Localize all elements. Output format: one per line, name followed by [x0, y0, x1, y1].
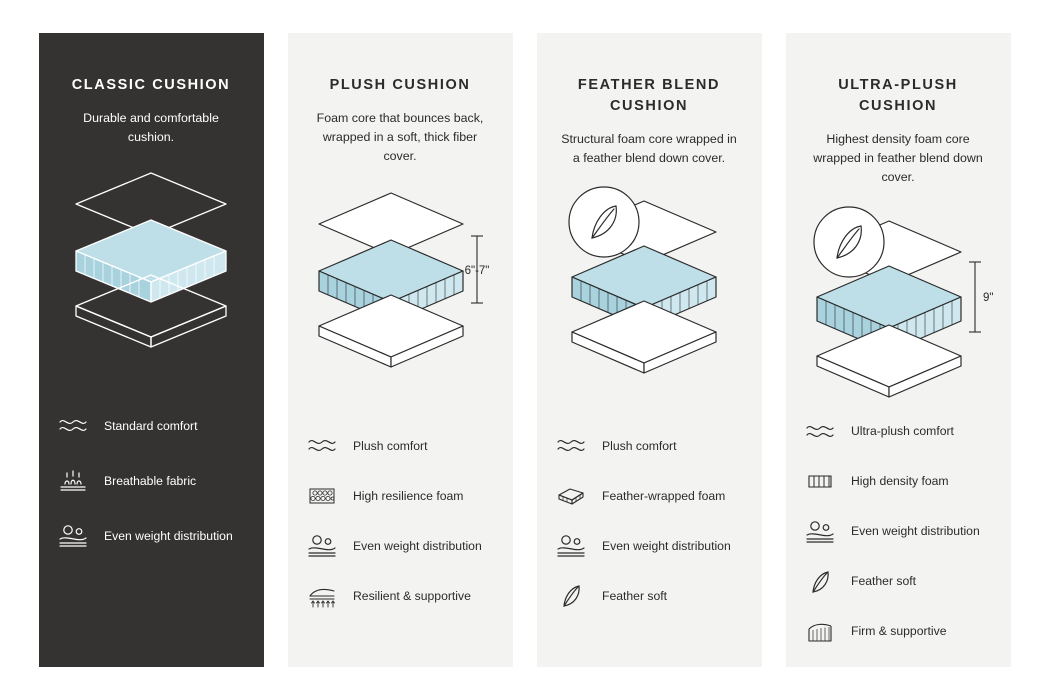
card-title: FEATHER BLEND CUSHION	[577, 77, 721, 115]
feature-item	[56, 521, 246, 551]
weight-distribution-icon	[803, 517, 837, 547]
feature-item	[305, 481, 495, 511]
cushion-card-ultra-plush[interactable]	[786, 33, 1011, 667]
feature-label: High resilience foam	[353, 488, 464, 503]
feature-label: Plush comfort	[602, 438, 677, 453]
leaf-icon	[554, 581, 588, 611]
feature-label: Even weight distribution	[851, 524, 980, 539]
cushion-layers-illustration-plush	[305, 181, 495, 396]
feature-item	[56, 411, 246, 441]
feature-label: Resilient & supportive	[353, 588, 471, 603]
feature-label: Even weight distribution	[602, 538, 731, 553]
weight-distribution-icon	[56, 521, 90, 551]
feature-label: Feather soft	[602, 588, 668, 603]
feature-item	[803, 567, 993, 597]
weight-distribution-icon	[305, 531, 339, 561]
density-foam-icon	[803, 467, 837, 497]
feature-item	[803, 467, 993, 497]
feature-list	[56, 411, 246, 551]
feature-label: Standard comfort	[104, 418, 198, 433]
firm-support-icon	[803, 617, 837, 647]
card-description: Structural foam core wrapped in a feather blend down cover.	[561, 132, 737, 166]
card-title: CLASSIC CUSHION	[71, 77, 231, 93]
breathable-fabric-icon	[56, 466, 90, 496]
dimension-label: 6"-7"	[464, 264, 490, 277]
cushion-layers-illustration-ultra-plush	[803, 202, 993, 417]
feature-item	[554, 431, 744, 461]
foam-block-icon	[554, 481, 588, 511]
cushion-card-plush[interactable]	[288, 33, 513, 667]
feature-item	[803, 617, 993, 647]
card-title: ULTRA-PLUSH CUSHION	[838, 77, 958, 115]
card-description: Durable and comfortable cushion.	[83, 111, 219, 145]
feature-list	[803, 417, 993, 647]
feature-label: Even weight distribution	[104, 528, 233, 543]
leaf-icon	[803, 567, 837, 597]
feature-label: Firm & supportive	[851, 624, 947, 639]
wave-lines-icon	[803, 417, 837, 447]
feature-label: Feather-wrapped foam	[602, 488, 726, 503]
feature-label: Even weight distribution	[353, 538, 482, 553]
leaf-badge-icon	[569, 187, 639, 257]
feature-item	[56, 466, 246, 496]
resilient-support-icon	[305, 581, 339, 611]
feature-item	[554, 531, 744, 561]
feature-item	[554, 481, 744, 511]
weight-distribution-icon	[554, 531, 588, 561]
cushion-layers-illustration-feather-blend	[554, 182, 744, 397]
feature-label: High density foam	[851, 474, 949, 489]
wave-lines-icon	[305, 431, 339, 461]
cushion-layers-illustration-classic	[56, 161, 246, 376]
dimension-label: 9"	[983, 291, 993, 304]
feature-item	[305, 431, 495, 461]
card-description: Foam core that bounces back, wrapped in a soft, thick fiber cover.	[316, 111, 484, 164]
card-title: PLUSH CUSHION	[329, 77, 471, 93]
feature-label: Plush comfort	[353, 438, 428, 453]
card-description: Highest density foam core wrapped in feather blend down cover.	[813, 132, 983, 185]
feature-list	[305, 431, 495, 611]
feature-label: Feather soft	[851, 574, 917, 589]
feature-list	[554, 431, 744, 611]
feature-label: Ultra-plush comfort	[851, 424, 954, 439]
cushion-card-feather-blend[interactable]	[537, 33, 762, 667]
feature-item	[803, 417, 993, 447]
wave-lines-icon	[56, 411, 90, 441]
cushion-card-classic[interactable]	[39, 33, 264, 667]
feature-item	[803, 517, 993, 547]
wave-lines-icon	[554, 431, 588, 461]
feature-item	[305, 531, 495, 561]
feature-item	[305, 581, 495, 611]
feature-label: Breathable fabric	[104, 473, 197, 488]
honeycomb-foam-icon	[305, 481, 339, 511]
leaf-badge-icon	[814, 207, 884, 277]
feature-item	[554, 581, 744, 611]
